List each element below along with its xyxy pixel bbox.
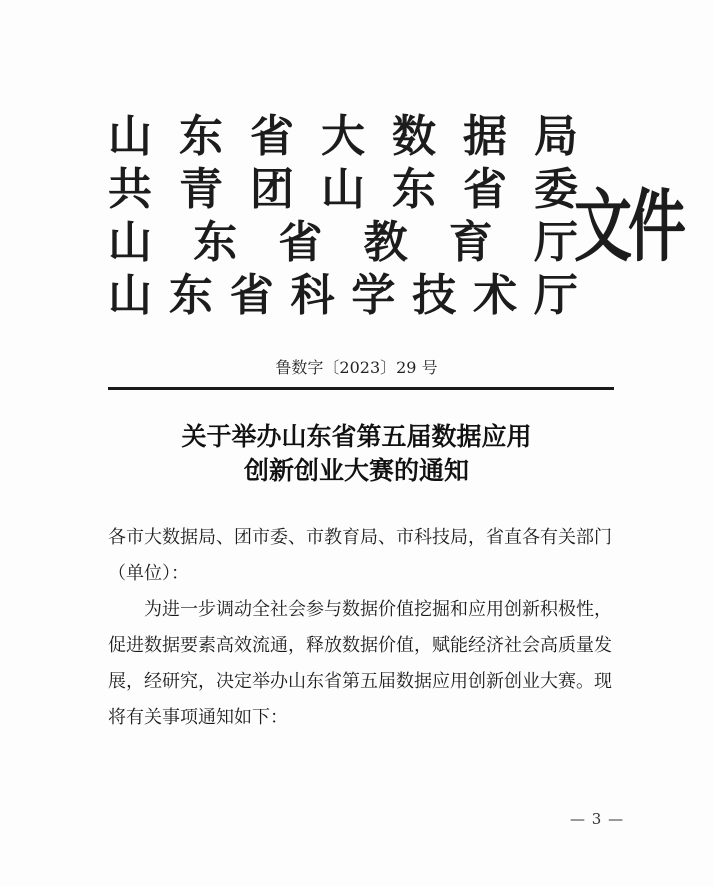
issuer-block [108, 110, 578, 322]
document-title [0, 420, 713, 488]
issuer-char: 育 [448, 217, 493, 268]
document-label: 文件 [574, 180, 683, 273]
recipients: 各市大数据局、团市委、市教育局、市科技局，省直各有关部门（单位）： [108, 527, 612, 584]
issuer-char: 东 [168, 270, 213, 321]
issuer-line-education-dept [108, 216, 578, 269]
issuer-line-big-data-bureau [108, 110, 578, 163]
issuer-char: 科 [290, 270, 335, 321]
issuer-char: 东 [179, 111, 223, 162]
issuer-char: 局 [534, 111, 578, 162]
issuer-char: 东 [193, 217, 238, 268]
issuer-char: 山 [321, 164, 365, 215]
document-body [108, 520, 623, 736]
issuer-char: 省 [229, 270, 274, 321]
issuer-char: 东 [392, 164, 436, 215]
issuer-char: 山 [108, 270, 152, 321]
title-line-2: 创新创业大赛的通知 [243, 456, 469, 485]
issuer-char: 省 [278, 217, 323, 268]
issuer-char: 委 [534, 164, 578, 215]
issuer-line-science-dept [108, 269, 578, 322]
header-divider [108, 387, 614, 390]
issuer-char: 厅 [533, 270, 578, 321]
title-line-1: 关于举办山东省第五届数据应用 [181, 422, 532, 451]
issuer-char: 山 [108, 217, 152, 268]
issuer-char: 青 [179, 164, 223, 215]
issuer-char: 团 [250, 164, 294, 215]
issuer-char: 厅 [533, 217, 578, 268]
issuer-char: 技 [412, 270, 457, 321]
body-paragraph-1: 为进一步调动全社会参与数据价值挖掘和应用创新积极性，促进数据要素高效流通，释放数据价值，赋能经济社会高质量发展，经研究，决定举办山东省第五届数据应用创新创业大赛。现将有关事项通知如下： [108, 599, 612, 728]
issuer-char: 省 [250, 111, 294, 162]
issuer-char: 共 [108, 164, 152, 215]
issuer-char: 省 [463, 164, 507, 215]
page-number: — 3 — [570, 810, 625, 828]
issuer-char: 据 [463, 111, 507, 162]
issuer-char: 数 [392, 111, 436, 162]
issuer-char: 术 [473, 270, 518, 321]
issuer-char: 学 [351, 270, 396, 321]
issuer-char: 大 [321, 111, 365, 162]
issuer-char: 教 [363, 217, 408, 268]
issuer-line-youth-league [108, 163, 578, 216]
issuer-char: 山 [108, 111, 152, 162]
document-number: 鲁数字〔2023〕29 号 [275, 358, 438, 377]
